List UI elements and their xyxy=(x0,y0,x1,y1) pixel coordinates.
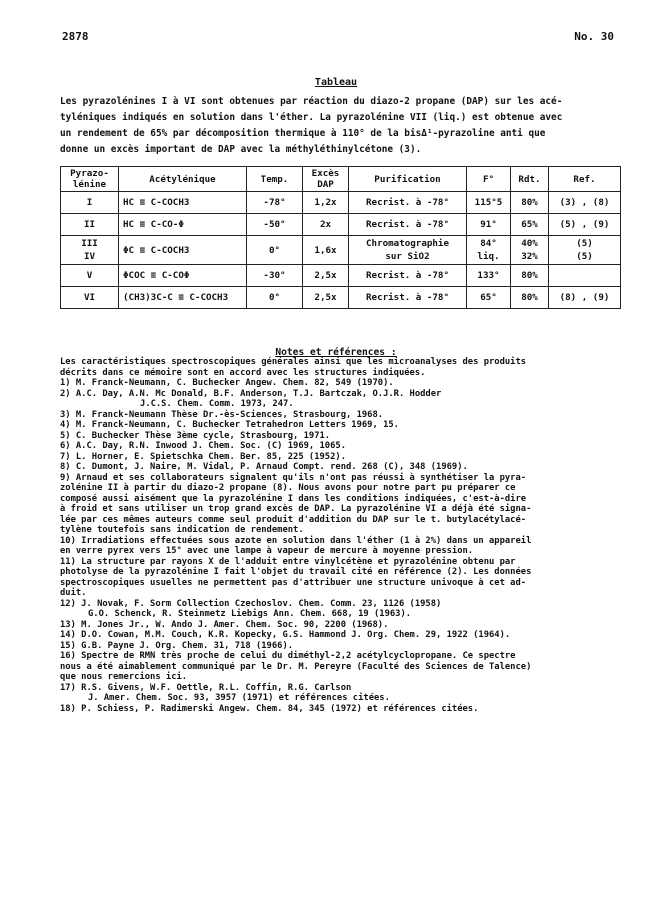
header-ref: Ref. xyxy=(549,167,621,192)
cell-ref: (8) , (9) xyxy=(549,287,621,309)
cell-id xyxy=(61,236,119,265)
cell-rdt-line: 32% xyxy=(521,251,538,262)
note-line: 14) D.O. Cowan, M.M. Couch, K.R. Kopecky, G.S. Hammond J. Org. Chem. 29, 1922 (1964). xyxy=(60,630,511,640)
cell-fusion: 91° xyxy=(467,214,511,236)
cell-exces: 2,5x xyxy=(303,287,349,309)
header-fusion: F° xyxy=(467,167,511,192)
note-line: tylène toutefois sans indication de rendement. xyxy=(60,525,304,535)
results-table xyxy=(60,166,621,309)
note-line: 15) G.B. Payne J. Org. Chem. 31, 718 (1966). xyxy=(60,640,294,651)
cell-purification: Recrist. à -78° xyxy=(349,192,467,214)
cell-temp: -50° xyxy=(247,214,303,236)
cell-acetylenique: HC ≡ C-CO-Φ xyxy=(119,214,247,236)
caption-line: un rendement de 65% par décomposition thermique à 110° de la bisΔ¹-pyrazoline anti que xyxy=(60,128,546,139)
note-line: duit. xyxy=(60,588,87,598)
note-line: 5) C. Buchecker Thèse 3ème cycle, Strasbourg, 1971. xyxy=(60,430,331,441)
journal-issue-number: No. 30 xyxy=(574,30,614,43)
header-exces: Excès DAP xyxy=(303,167,349,192)
cell-purification-line: sur SiO2 xyxy=(385,251,430,262)
cell-fusion xyxy=(467,236,511,265)
note-line: Les caractéristiques spectroscopiques générales ainsi que les microanalyses des produits xyxy=(60,357,527,367)
cell-fusion: 65° xyxy=(467,287,511,309)
note-line: 10) Irradiations effectuées sous azote en solution dans l'éther (1 à 2%) dans un appareil xyxy=(60,535,532,546)
cell-rdt: 80% xyxy=(511,192,549,214)
note-line: 9) Arnaud et ses collaborateurs signalent qu'ils n'ont pas réussi à synthétiser la pyra- xyxy=(60,472,527,483)
cell-id: I xyxy=(61,192,119,214)
page-number: 2878 xyxy=(62,30,89,43)
cell-id-line: III xyxy=(81,238,98,249)
note-line: photolyse de la pyrazolénine I fait l'objet du travail cité en référence (2). Les données xyxy=(60,567,532,577)
notes-title-text: Notes et références : xyxy=(275,347,397,358)
note-line: 1) M. Franck-Neumann, C. Buchecker Angew. Chem. 82, 549 (1970). xyxy=(60,378,394,388)
cell-purification-line: Chromatographie xyxy=(366,238,449,249)
cell-temp: 0° xyxy=(247,236,303,265)
cell-rdt-line: 40% xyxy=(521,238,538,249)
caption-line: Les pyrazolénines I à VI sont obtenues par réaction du diazo-2 propane (DAP) sur les acé- xyxy=(60,96,563,107)
note-line: décrits dans ce mémoire sont en accord avec les structures indiquées. xyxy=(60,367,426,378)
cell-rdt xyxy=(511,236,549,265)
note-line: nous a été aimablement communiqué par le Dr. M. Pereyre (Faculté des Sciences de Talence) xyxy=(60,661,532,672)
cell-ref-line: (5) xyxy=(576,251,593,262)
cell-ref xyxy=(549,236,621,265)
notes-list xyxy=(60,357,625,714)
caption-line: tyléniques indiqués en solution dans l'éther. La pyrazolénine VII (liq.) est obtenue avec xyxy=(60,112,563,123)
cell-exces: 2x xyxy=(303,214,349,236)
header-acetylenique: Acétylénique xyxy=(119,167,247,192)
cell-ref: (3) , (8) xyxy=(549,192,621,214)
note-line: composé aussi aisément que la pyrazolénine I dans les conditions indiquées, c'est-à-dire xyxy=(60,493,527,504)
cell-rdt: 80% xyxy=(511,287,549,309)
table-row xyxy=(61,214,621,236)
cell-purification: Recrist. à -78° xyxy=(349,265,467,287)
note-line: 11) La structure par rayons X de l'adduit entre vinylcétène et pyrazolénine obtenu par xyxy=(60,556,516,567)
table-header-row xyxy=(61,167,621,192)
note-line: 6) A.C. Day, R.N. Inwood J. Chem. Soc. (C) 1969, 1065. xyxy=(60,441,346,451)
cell-fusion: 115°5 xyxy=(467,192,511,214)
header-temp: Temp. xyxy=(247,167,303,192)
table-row xyxy=(61,265,621,287)
note-line: spectroscopiques usuelles ne permettent pas d'attribuer une structure univoque à cet ad- xyxy=(60,577,527,588)
note-line: G.O. Schenck, R. Steinmetz Liebigs Ann. Chem. 668, 19 (1963). xyxy=(88,609,412,619)
note-line: 13) M. Jones Jr., W. Ando J. Amer. Chem. Soc. 90, 2200 (1968). xyxy=(60,619,389,630)
cell-ref xyxy=(549,265,621,287)
cell-ref: (5) , (9) xyxy=(549,214,621,236)
cell-acetylenique: (CH3)3C-C ≡ C-COCH3 xyxy=(119,287,247,309)
cell-id: V xyxy=(61,265,119,287)
table-row xyxy=(61,236,621,265)
cell-fusion-line: 84° xyxy=(480,238,497,249)
table-row xyxy=(61,287,621,309)
cell-exces: 1,2x xyxy=(303,192,349,214)
note-line: 3) M. Franck-Neumann Thèse Dr.-ès-Sciences, Strasbourg, 1968. xyxy=(60,409,384,420)
cell-id-line: IV xyxy=(83,251,96,262)
cell-purification xyxy=(349,236,467,265)
cell-fusion-line: liq. xyxy=(477,251,500,262)
note-line: 4) M. Franck-Neumann, C. Buchecker Tetrahedron Letters 1969, 15. xyxy=(60,420,399,430)
note-line: 16) Spectre de RMN très proche de celui du diméthyl-2,2 acétylcyclopropane. Ce spectre xyxy=(60,651,516,661)
header-pyrazolenine: Pyrazo-lénine xyxy=(61,167,119,192)
cell-exces: 1,6x xyxy=(303,236,349,265)
cell-purification: Recrist. à -78° xyxy=(349,214,467,236)
cell-ref-line: (5) xyxy=(576,238,593,249)
table-row xyxy=(61,192,621,214)
cell-acetylenique: HC ≡ C-COCH3 xyxy=(119,192,247,214)
cell-acetylenique: ΦC ≡ C-COCH3 xyxy=(119,236,247,265)
header-purification: Purification xyxy=(349,167,467,192)
cell-acetylenique: ΦCOC ≡ C-COΦ xyxy=(119,265,247,287)
note-line: 12) J. Novak, F. Sorm Collection Czechoslov. Chem. Comm. 23, 1126 (1958) xyxy=(60,598,442,609)
header-rdt: Rdt. xyxy=(511,167,549,192)
cell-purification: Recrist. à -78° xyxy=(349,287,467,309)
note-line: 18) P. Schiess, P. Radimerski Angew. Chem. 84, 345 (1972) et références citées. xyxy=(60,703,479,714)
table-caption xyxy=(60,94,620,158)
cell-temp: -78° xyxy=(247,192,303,214)
table-title: Tableau xyxy=(314,77,358,88)
note-line: zolénine II à partir du diazo-2 propane (8). Nous avons pour notre part pu préparer ce xyxy=(60,483,516,493)
cell-rdt: 80% xyxy=(511,265,549,287)
note-line: J. Amer. Chem. Soc. 93, 3957 (1971) et références citées. xyxy=(88,693,390,703)
note-line: 2) A.C. Day, A.N. Mc Donald, B.F. Anderson, T.J. Bartczak, O.J.R. Hodder xyxy=(60,388,442,399)
note-line: à froid et sans utiliser un trop grand excès de DAP. La pyrazolénine VI a déjà été signa- xyxy=(60,504,532,514)
cell-fusion: 133° xyxy=(467,265,511,287)
note-line: en verre pyrex vers 15° avec une lampe à vapeur de mercure à moyenne pression. xyxy=(60,546,474,556)
cell-exces: 2,5x xyxy=(303,265,349,287)
cell-id: VI xyxy=(61,287,119,309)
cell-rdt: 65% xyxy=(511,214,549,236)
cell-temp: -30° xyxy=(247,265,303,287)
note-line: J.C.S. Chem. Comm. 1973, 247. xyxy=(140,399,294,409)
note-line: 8) C. Dumont, J. Naire, M. Vidal, P. Arnaud Compt. rend. 268 (C), 348 (1969). xyxy=(60,462,468,472)
cell-temp: 0° xyxy=(247,287,303,309)
note-line: que nous remercions ici. xyxy=(60,672,188,682)
caption-line: donne un excès important de DAP avec la méthyléthinylcétone (3). xyxy=(60,144,422,155)
note-line: 7) L. Horner, E. Spietschka Chem. Ber. 85, 225 (1952). xyxy=(60,451,346,462)
cell-id: II xyxy=(61,214,119,236)
note-line: 17) R.S. Givens, W.F. Oettle, R.L. Coffin, R.G. Carlson xyxy=(60,682,352,693)
note-line: lée par ces mêmes auteurs comme seul produit d'addition du DAP sur le t. butylacétylacé- xyxy=(60,514,527,525)
